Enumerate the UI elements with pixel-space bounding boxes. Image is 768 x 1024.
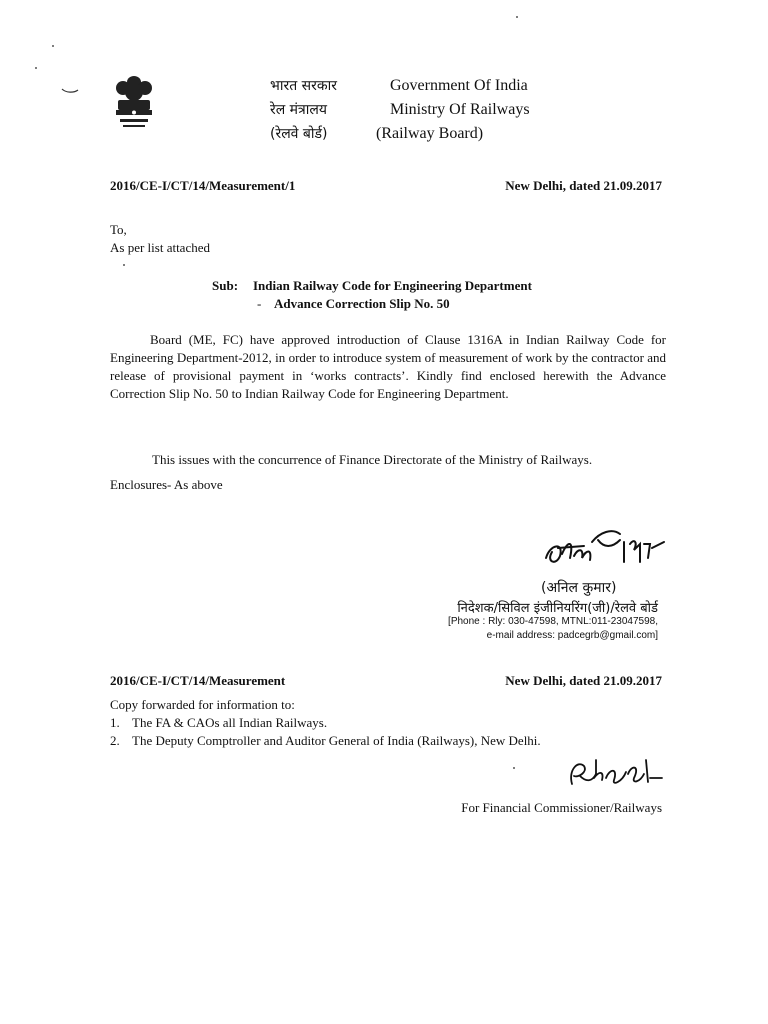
reference-number: 2016/CE-I/CT/14/Measurement/1: [110, 178, 296, 193]
scan-speck: [35, 67, 37, 69]
copy-list-number: 2.: [110, 733, 120, 748]
copy-intro: Copy forwarded for information to:: [110, 697, 295, 712]
scan-speck: [513, 767, 515, 769]
header-english-2: Ministry Of Railways: [390, 101, 530, 118]
subject-line-1: Indian Railway Code for Engineering Department: [253, 278, 532, 293]
handwritten-signature-1: [540, 518, 670, 574]
subject-dash: -: [257, 296, 262, 311]
scan-speck: [52, 45, 54, 47]
copy-list-text: The Deputy Comptroller and Auditor General of India (Railways), New Delhi.: [132, 733, 541, 748]
header-line-3: [270, 124, 483, 143]
addressee-to: To,: [110, 222, 127, 237]
header-english-1: Government Of India: [390, 77, 528, 94]
scan-speck: [123, 264, 125, 266]
body-paragraph-1: [110, 331, 666, 403]
header-hindi-1: भारत सरकार: [270, 78, 337, 94]
scan-speck: [516, 16, 518, 18]
header-hindi-2: रेल मंत्रालय: [270, 102, 328, 118]
copy-list-item: [110, 715, 327, 731]
copy-reference-number: 2016/CE-I/CT/14/Measurement: [110, 673, 286, 688]
body-paragraph-2: This issues with the concurrence of Finance Directorate of the Ministry of Railways.: [152, 452, 593, 467]
state-emblem-icon: [108, 74, 160, 136]
addressee-list: As per list attached: [110, 240, 210, 255]
copy-list-item: [110, 733, 541, 749]
header-hindi-3: (रेलवे बोर्ड): [270, 126, 328, 142]
signatory-email: e-mail address: padcegrb@gmail.com]: [486, 630, 658, 641]
signatory-name: (अनिल कुमार): [541, 580, 617, 596]
signatory-footer: For Financial Commissioner/Railways: [461, 800, 662, 815]
header-english-3: (Railway Board): [376, 125, 484, 142]
header-line-2: [270, 100, 530, 119]
header-line-1: [270, 76, 528, 95]
handwritten-signature-2: [566, 752, 666, 792]
copy-list-number: 1.: [110, 715, 120, 730]
enclosures: Enclosures- As above: [110, 477, 223, 492]
copy-list-text: The FA & CAOs all Indian Railways.: [132, 715, 328, 730]
subject-line-2: Advance Correction Slip No. 50: [274, 296, 450, 311]
subject-label: Sub:: [212, 278, 239, 293]
signatory-phone: [Phone : Rly: 030-47598, MTNL:011-23047598,: [448, 616, 658, 627]
signatory-designation: निदेशक/सिविल इंजीनियरिंग(जी)/रेलवे बोर्ड: [457, 601, 658, 616]
body-paragraph-1-text: Board (ME, FC) have approved introduction of Clause 1316A in Indian Railway Code for Engineering Department-2012, in order to introduce system of measurement of work by the contractor and release of provisional payment in ‘works contracts’. Kindly find enclosed herewith the Advance Correction Slip No. 50 to Indian Railway Code for Engineering Department.: [110, 332, 666, 401]
copy-reference-date: New Delhi, dated 21.09.2017: [505, 673, 662, 688]
reference-date: New Delhi, dated 21.09.2017: [505, 178, 662, 193]
scan-mark: [60, 86, 80, 96]
